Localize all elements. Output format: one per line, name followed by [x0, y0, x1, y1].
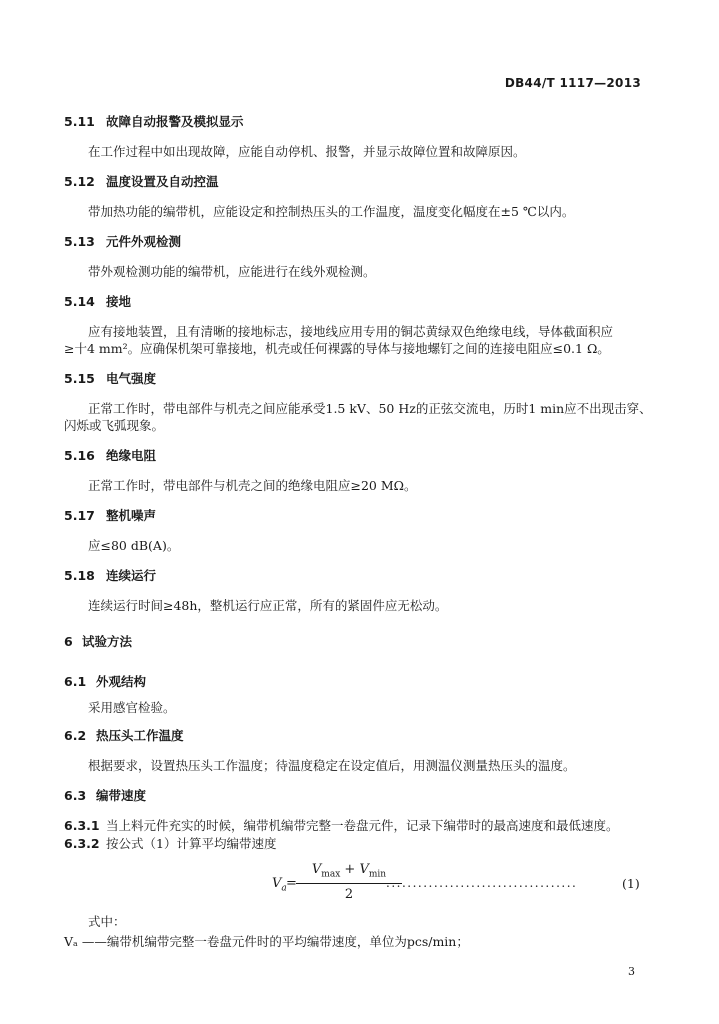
- section-title: 电气强度: [106, 371, 157, 386]
- where-definition: Vₐ ——编带机编带完整一卷盘元件时的平均编带速度，单位为pcs/min；: [64, 934, 469, 949]
- section-heading-6-1: [64, 672, 146, 690]
- section-heading-5-11: [64, 112, 244, 130]
- paragraph-continuation: ≥十4 mm²。应确保机架可靠接地，机壳或任何裸露的导体与接地螺钉之间的连接电阻应≤0.1 Ω。: [64, 341, 610, 356]
- paragraph: 正常工作时，带电部件与机壳之间的绝缘电阻应≥20 MΩ。: [88, 478, 417, 493]
- numerator-min-subscript: min: [368, 869, 387, 880]
- where-label: 式中：: [88, 914, 126, 929]
- paragraph: 采用感官检验。: [88, 700, 176, 715]
- section-number: 5.12: [64, 174, 95, 189]
- section-title: 元件外观检测: [106, 234, 182, 249]
- formula-plus: +: [344, 862, 356, 877]
- paragraph: 带加热功能的编带机，应能设定和控制热压头的工作温度，温度变化幅度在±5 ℃以内。: [88, 204, 575, 219]
- paragraph: 在工作过程中如出现故障，应能自动停机、报警，并显示故障位置和故障原因。: [88, 144, 526, 159]
- section-number: 5.17: [64, 508, 95, 523]
- formula-denominator: 2: [344, 886, 354, 902]
- page-number: 3: [628, 965, 635, 978]
- section-heading-5-18: [64, 566, 156, 584]
- section-number: 5.11: [64, 114, 95, 129]
- section-heading-5-16: [64, 446, 156, 464]
- formula-lhs: [272, 876, 287, 894]
- section-title: 外观结构: [96, 674, 147, 689]
- section-title: 连续运行: [106, 568, 157, 583]
- clause-number: 6.3.1: [64, 818, 100, 833]
- section-heading-5-13: [64, 232, 181, 250]
- section-title: 故障自动报警及模拟显示: [106, 114, 244, 129]
- section-number: 6.2: [64, 728, 87, 743]
- section-number: 5.16: [64, 448, 95, 463]
- paragraph-continuation: 闪烁或飞弧现象。: [64, 418, 165, 433]
- numerator-v-min: V: [359, 862, 369, 877]
- section-number: 5.13: [64, 234, 95, 249]
- formula-lhs-subscript: a: [281, 883, 287, 894]
- chapter-number: 6: [64, 634, 73, 649]
- section-heading-6-2: [64, 726, 184, 744]
- doc-code-header: DB44/T 1117—2013: [504, 76, 641, 90]
- paragraph: 根据要求，设置热压头工作温度；待温度稳定在设定值后，用测温仪测量热压头的温度。: [88, 758, 576, 773]
- section-title: 绝缘电阻: [106, 448, 157, 463]
- section-title: 整机噪声: [106, 508, 157, 523]
- formula-equals: =: [286, 876, 297, 891]
- section-title: 温度设置及自动控温: [106, 174, 219, 189]
- paragraph: 应有接地装置，且有清晰的接地标志，接地线应用专用的铜芯黄绿双色绝缘电线，导体截面积应: [88, 324, 614, 339]
- section-number: 6.1: [64, 674, 87, 689]
- section-number: 5.14: [64, 294, 95, 309]
- clause-number: 6.3.2: [64, 836, 100, 851]
- paragraph: 应≤80 dB(A)。: [88, 538, 180, 553]
- clause-6-3-1: [64, 816, 619, 834]
- paragraph: 连续运行时间≥48h，整机运行应正常，所有的紧固件应无松动。: [88, 598, 448, 613]
- section-heading-5-17: [64, 506, 156, 524]
- section-heading-5-15: [64, 369, 156, 387]
- section-title: 热压头工作温度: [96, 728, 184, 743]
- chapter-title: 试验方法: [82, 634, 133, 649]
- numerator-max-subscript: max: [321, 869, 341, 880]
- paragraph: 正常工作时，带电部件与机壳之间应能承受1.5 kV、50 Hz的正弦交流电，历时1 min应不出现击穿、: [88, 401, 652, 416]
- equation-number: (1): [622, 876, 640, 891]
- section-number: 6.3: [64, 788, 87, 803]
- section-heading-5-14: [64, 292, 131, 310]
- formula-lhs-symbol: V: [272, 876, 282, 891]
- clause-text: 当上料元件充实的时候，编带机编带完整一卷盘元件，记录下编带时的最高速度和最低速度。: [106, 818, 619, 833]
- section-heading-6-3: [64, 786, 146, 804]
- section-title: 接地: [106, 294, 132, 309]
- formula-leader-dots: ....................................: [386, 876, 578, 890]
- chapter-heading-6: [64, 632, 132, 650]
- section-title: 编带速度: [96, 788, 147, 803]
- section-number: 5.15: [64, 371, 95, 386]
- section-heading-5-12: [64, 172, 219, 190]
- section-number: 5.18: [64, 568, 95, 583]
- clause-6-3-2: [64, 834, 276, 852]
- paragraph: 带外观检测功能的编带机，应能进行在线外观检测。: [88, 264, 376, 279]
- numerator-v-max: V: [311, 862, 322, 877]
- clause-text: 按公式（1）计算平均编带速度: [106, 836, 277, 851]
